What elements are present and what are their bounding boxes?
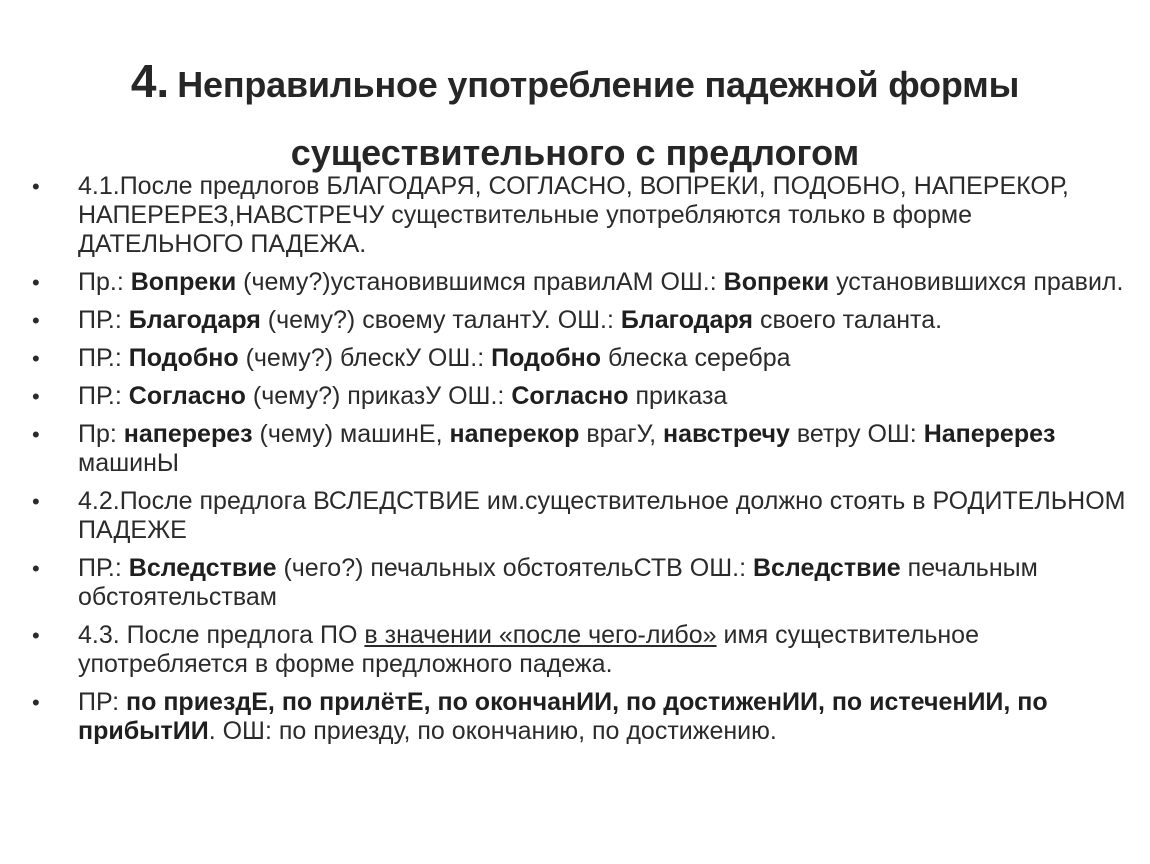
text-segment: . ОШ: по приезду, по окончанию, по достижению. bbox=[208, 717, 777, 745]
bold-text: наперерез bbox=[123, 420, 253, 448]
bullet-item bbox=[30, 688, 1130, 746]
title-line-1: Неправильное употребление падежной формы bbox=[177, 64, 1020, 105]
text-segment: врагУ, bbox=[579, 420, 664, 448]
bullet-text bbox=[78, 688, 1130, 746]
text-segment: ПР.: bbox=[78, 382, 129, 410]
text-segment: установившихся правил. bbox=[829, 268, 1124, 296]
bold-text: Вследствие bbox=[752, 554, 901, 582]
text-segment: 4.2.После предлога ВСЛЕДСТВИЕ им.существительное должно стоять в РОДИТЕЛЬНОМ ПАДЕЖЕ bbox=[78, 487, 1126, 544]
bullet-icon: • bbox=[32, 623, 40, 648]
bullet-text bbox=[78, 487, 1130, 545]
text-segment: приказа bbox=[628, 382, 728, 410]
bullet-item bbox=[30, 487, 1130, 545]
bullet-text bbox=[78, 172, 1130, 259]
bullet-icon: • bbox=[32, 308, 40, 333]
bold-text: по приездЕ, по прилётЕ, по окончанИИ, по достиженИИ, по истеченИИ, по прибытИИ bbox=[78, 688, 1048, 745]
bullet-text bbox=[78, 306, 1130, 335]
bullet-icon: • bbox=[32, 690, 40, 715]
bullet-icon: • bbox=[32, 489, 40, 514]
bullet-item bbox=[30, 306, 1130, 335]
text-segment: (чего?) печальных обстоятельСТВ ОШ.: bbox=[276, 554, 753, 582]
bullet-item bbox=[30, 554, 1130, 612]
text-segment: (чему?)установившимся правилАМ ОШ.: bbox=[236, 268, 724, 296]
bold-text: Вопреки bbox=[723, 268, 830, 296]
text-segment: ПР: bbox=[78, 688, 126, 716]
text-segment: (чему?) приказУ ОШ.: bbox=[245, 382, 512, 410]
bullet-item bbox=[30, 382, 1130, 411]
bullet-item bbox=[30, 268, 1130, 297]
text-segment: печальным обстоятельствам bbox=[78, 554, 1038, 611]
text-segment: Пр: bbox=[78, 420, 124, 448]
bullet-icon: • bbox=[32, 174, 40, 199]
bullet-icon: • bbox=[32, 270, 40, 295]
bold-text: Благодаря bbox=[620, 306, 753, 334]
bullet-item bbox=[30, 621, 1130, 679]
bold-text: Вопреки bbox=[130, 268, 237, 296]
bold-text: Согласно bbox=[128, 382, 246, 410]
bullet-icon: • bbox=[32, 556, 40, 581]
text-segment: 4.3. После предлога ПО bbox=[78, 621, 365, 649]
bullet-text bbox=[78, 268, 1130, 297]
bold-text: Наперерез bbox=[923, 420, 1056, 448]
bullet-text bbox=[78, 420, 1130, 478]
title-number: 4. bbox=[130, 55, 170, 107]
bullet-item bbox=[30, 344, 1130, 373]
bold-text: Благодаря bbox=[128, 306, 261, 334]
text-segment: ПР.: bbox=[78, 306, 129, 334]
bold-text: Вследствие bbox=[128, 554, 277, 582]
text-segment: 4.1.После предлогов БЛАГОДАРЯ, СОГЛАСНО, ВОПРЕКИ, ПОДОБНО, НАПЕРЕКОР, НАПЕРЕРЕЗ,НАВСТРЕЧУ существительные употребляются только в форме ДАТЕЛЬНОГО ПАДЕЖА. bbox=[78, 172, 1069, 258]
bold-text: наперекор bbox=[449, 420, 580, 448]
bullet-icon: • bbox=[32, 346, 40, 371]
bullet-item bbox=[30, 172, 1130, 259]
text-segment: ПР.: bbox=[78, 554, 129, 582]
text-segment: машинЫ bbox=[78, 449, 180, 477]
text-segment: ПР.: bbox=[78, 344, 129, 372]
bullet-text bbox=[78, 382, 1130, 411]
bold-text: Подобно bbox=[491, 344, 602, 372]
bullet-item bbox=[30, 420, 1130, 478]
title-line-2: существительного с предлогом bbox=[290, 132, 860, 173]
bullet-text bbox=[78, 621, 1130, 679]
bold-text: Подобно bbox=[128, 344, 239, 372]
text-segment: ветру ОШ: bbox=[789, 420, 924, 448]
bullet-list bbox=[30, 172, 1130, 755]
bullet-icon: • bbox=[32, 384, 40, 409]
slide-title bbox=[30, 50, 1120, 184]
text-segment: Пр.: bbox=[78, 268, 131, 296]
text-segment: (чему) машинЕ, bbox=[252, 420, 450, 448]
text-segment: (чему?) блескУ ОШ.: bbox=[238, 344, 492, 372]
text-segment: блеска серебра bbox=[601, 344, 791, 372]
bullet-icon: • bbox=[32, 422, 40, 447]
bold-text: Согласно bbox=[511, 382, 629, 410]
text-segment: имя существительное употребляется в форме предложного падежа. bbox=[78, 621, 979, 678]
text-segment: (чему?) своему талантУ. ОШ.: bbox=[260, 306, 621, 334]
text-segment: своего таланта. bbox=[753, 306, 943, 334]
bold-text: навстречу bbox=[663, 420, 790, 448]
bullet-text bbox=[78, 554, 1130, 612]
bullet-text bbox=[78, 344, 1130, 373]
underlined-text: в значении «после чего-либо» bbox=[364, 621, 717, 649]
